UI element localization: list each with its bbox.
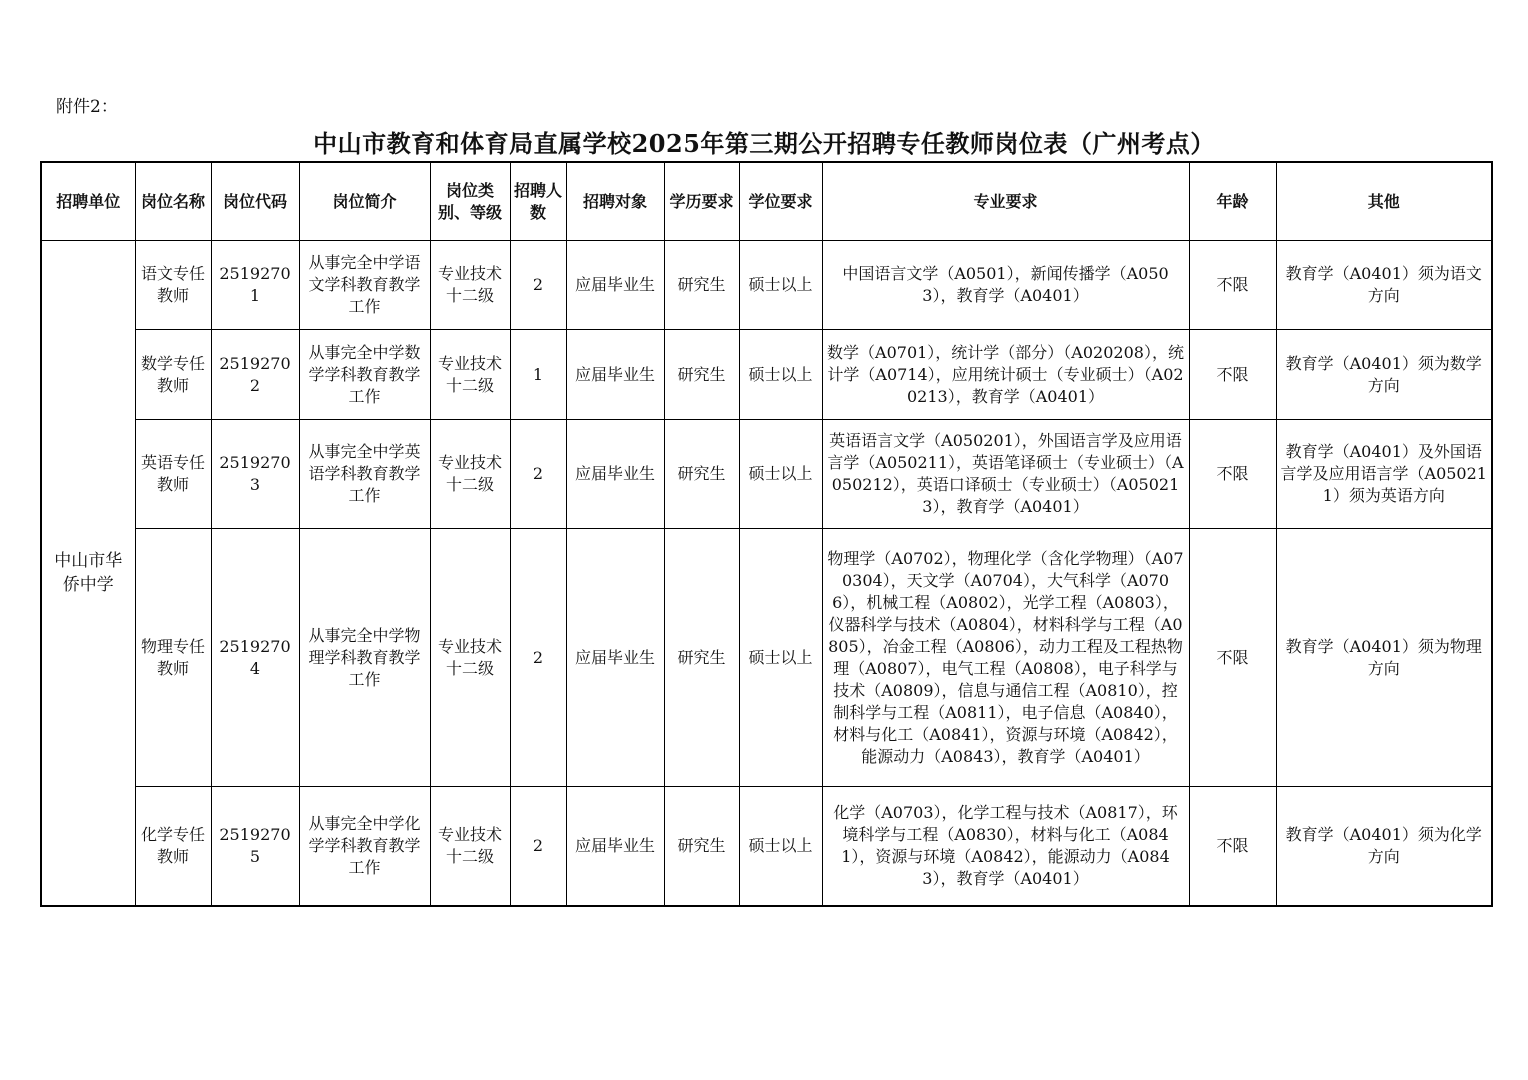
education-cell: 研究生	[664, 529, 739, 787]
table-row	[41, 787, 1492, 906]
post-code-cell: 25192705	[211, 787, 299, 906]
age-cell: 不限	[1189, 529, 1276, 787]
post-name-cell: 物理专任教师	[135, 529, 211, 787]
education-cell: 研究生	[664, 420, 739, 529]
header-education: 学历要求	[664, 162, 739, 241]
other-cell: 教育学（A0401）及外国语言学及应用语言学（A050211）须为英语方向	[1276, 420, 1492, 529]
document-title: 中山市教育和体育局直属学校2025年第三期公开招聘专任教师岗位表（广州考点）	[313, 129, 1215, 158]
post-name-cell: 化学专任教师	[135, 787, 211, 906]
post-code-cell: 25192702	[211, 330, 299, 420]
target-cell: 应届毕业生	[566, 420, 664, 529]
header-post-name: 岗位名称	[135, 162, 211, 241]
header-major: 专业要求	[822, 162, 1189, 241]
degree-cell: 硕士以上	[739, 529, 822, 787]
count-cell: 2	[510, 241, 566, 330]
table-row	[41, 529, 1492, 787]
post-grade-cell: 专业技术十二级	[430, 330, 510, 420]
post-grade-cell: 专业技术十二级	[430, 529, 510, 787]
post-desc-cell: 从事完全中学化学学科教育教学工作	[299, 787, 430, 906]
major-cell: 物理学（A0702），物理化学（含化学物理）（A070304），天文学（A0704），大气科学（A0706），机械工程（A0802），光学工程（A0803），仪器科学与技术（A0804），材料科学与工程（A0805），冶金工程（A0806），动力工程及工程热物理（A0807），电气工程（A0808），电子科学与技术（A0809），信息与通信工程（A0810），控制科学与工程（A0811），电子信息（A0840），材料与化工（A0841），资源与环境（A0842），能源动力（A0843），教育学（A0401）	[822, 529, 1189, 787]
age-cell: 不限	[1189, 787, 1276, 906]
degree-cell: 硕士以上	[739, 241, 822, 330]
other-cell: 教育学（A0401）须为数学方向	[1276, 330, 1492, 420]
header-other: 其他	[1276, 162, 1492, 241]
table-row	[41, 330, 1492, 420]
post-code-cell: 25192704	[211, 529, 299, 787]
header-target: 招聘对象	[566, 162, 664, 241]
post-name-cell: 英语专任教师	[135, 420, 211, 529]
age-cell: 不限	[1189, 241, 1276, 330]
post-desc-cell: 从事完全中学英语学科教育教学工作	[299, 420, 430, 529]
target-cell: 应届毕业生	[566, 529, 664, 787]
education-cell: 研究生	[664, 787, 739, 906]
post-grade-cell: 专业技术十二级	[430, 241, 510, 330]
other-cell: 教育学（A0401）须为语文方向	[1276, 241, 1492, 330]
count-cell: 2	[510, 787, 566, 906]
major-cell: 化学（A0703），化学工程与技术（A0817），环境科学与工程（A0830），材料与化工（A0841），资源与环境（A0842），能源动力（A0843），教育学（A0401）	[822, 787, 1189, 906]
degree-cell: 硕士以上	[739, 330, 822, 420]
header-post-grade: 岗位类别、等级	[430, 162, 510, 241]
header-age: 年龄	[1189, 162, 1276, 241]
post-grade-cell: 专业技术十二级	[430, 787, 510, 906]
target-cell: 应届毕业生	[566, 330, 664, 420]
post-desc-cell: 从事完全中学数学学科教育教学工作	[299, 330, 430, 420]
count-cell: 1	[510, 330, 566, 420]
header-count: 招聘人数	[510, 162, 566, 241]
degree-cell: 硕士以上	[739, 787, 822, 906]
recruitment-table	[40, 161, 1493, 907]
header-post-desc: 岗位简介	[299, 162, 430, 241]
age-cell: 不限	[1189, 420, 1276, 529]
table-row	[41, 241, 1492, 330]
post-code-cell: 25192701	[211, 241, 299, 330]
post-code-cell: 25192703	[211, 420, 299, 529]
count-cell: 2	[510, 420, 566, 529]
header-degree: 学位要求	[739, 162, 822, 241]
table-row	[41, 420, 1492, 529]
major-cell: 中国语言文学（A0501），新闻传播学（A0503），教育学（A0401）	[822, 241, 1189, 330]
degree-cell: 硕士以上	[739, 420, 822, 529]
count-cell: 2	[510, 529, 566, 787]
unit-name-cell: 中山市华侨中学	[41, 241, 135, 906]
age-cell: 不限	[1189, 330, 1276, 420]
post-desc-cell: 从事完全中学物理学科教育教学工作	[299, 529, 430, 787]
post-name-cell: 数学专任教师	[135, 330, 211, 420]
attachment-label: 附件2：	[56, 97, 118, 117]
post-grade-cell: 专业技术十二级	[430, 420, 510, 529]
target-cell: 应届毕业生	[566, 241, 664, 330]
major-cell: 数学（A0701），统计学（部分）（A020208），统计学（A0714），应用统计硕士（专业硕士）（A020213），教育学（A0401）	[822, 330, 1189, 420]
header-unit: 招聘单位	[41, 162, 135, 241]
education-cell: 研究生	[664, 241, 739, 330]
post-name-cell: 语文专任教师	[135, 241, 211, 330]
target-cell: 应届毕业生	[566, 787, 664, 906]
header-row	[41, 162, 1492, 241]
other-cell: 教育学（A0401）须为化学方向	[1276, 787, 1492, 906]
other-cell: 教育学（A0401）须为物理方向	[1276, 529, 1492, 787]
education-cell: 研究生	[664, 330, 739, 420]
post-desc-cell: 从事完全中学语文学科教育教学工作	[299, 241, 430, 330]
header-post-code: 岗位代码	[211, 162, 299, 241]
major-cell: 英语语言文学（A050201），外国语言学及应用语言学（A050211），英语笔译硕士（专业硕士）（A050212），英语口译硕士（专业硕士）（A050213），教育学（A0401）	[822, 420, 1189, 529]
